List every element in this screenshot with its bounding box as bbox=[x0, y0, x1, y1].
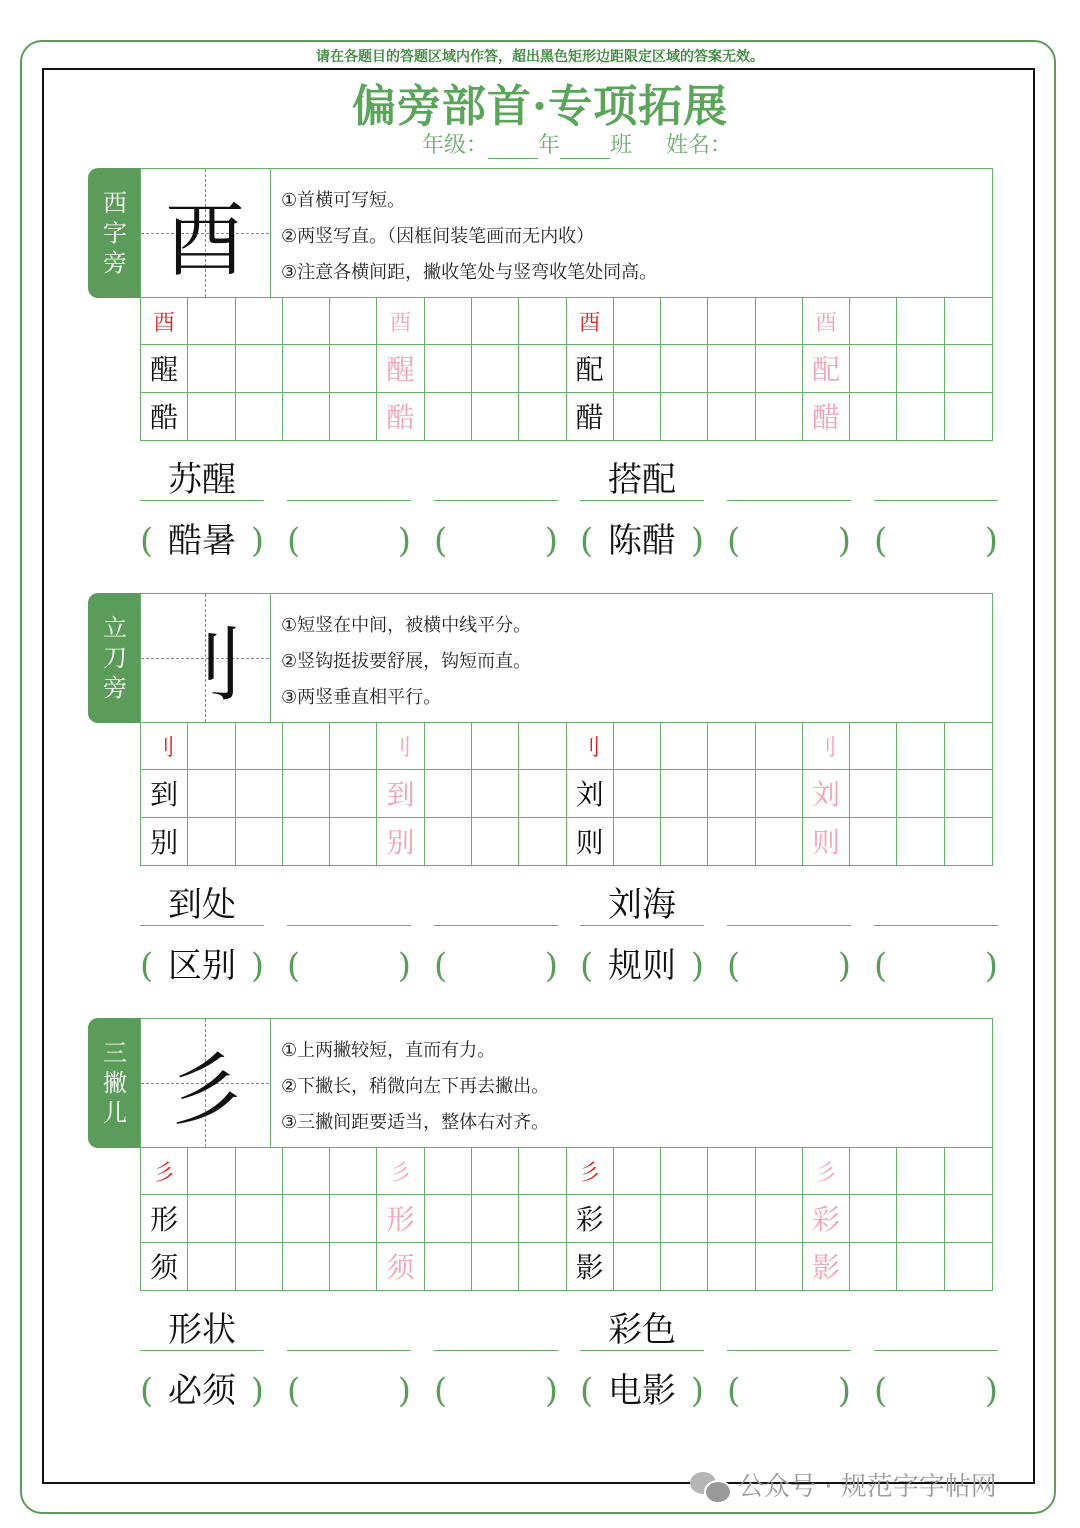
practice-cell[interactable] bbox=[708, 1243, 755, 1290]
example-paren-word: 电影 bbox=[608, 1371, 676, 1411]
practice-cell[interactable] bbox=[708, 345, 755, 392]
practice-cell[interactable] bbox=[661, 770, 708, 817]
practice-cell[interactable] bbox=[614, 298, 661, 345]
model-radical-cell bbox=[141, 594, 271, 722]
left-paren: ( bbox=[874, 946, 888, 986]
grade-line bbox=[422, 128, 732, 159]
radical-name-char: 字 bbox=[103, 219, 127, 247]
model-char-cell[interactable]: 则 bbox=[567, 818, 614, 865]
left-paren: ( bbox=[727, 946, 741, 986]
radical-name-tab bbox=[88, 1018, 142, 1148]
trace-char-cell[interactable]: 酷 bbox=[377, 393, 424, 440]
left-paren: ( bbox=[140, 946, 154, 986]
practice-cell[interactable] bbox=[708, 393, 755, 440]
practice-cell[interactable] bbox=[472, 1243, 519, 1290]
paren-answer-box[interactable] bbox=[287, 518, 411, 564]
paren-answer-box bbox=[580, 1368, 704, 1414]
right-paren: ) bbox=[690, 1371, 704, 1411]
answer-area-notice: 请在各题目的答题区域内作答，超出黑色矩形边距限定区域的答案无效。 bbox=[316, 49, 764, 65]
practice-cell[interactable] bbox=[708, 818, 755, 865]
trace-char-cell[interactable]: 醋 bbox=[803, 393, 850, 440]
writing-tips bbox=[281, 1033, 549, 1141]
grade-label: 年级： bbox=[422, 133, 489, 158]
paren-answer-box bbox=[140, 943, 264, 989]
trace-char-cell[interactable]: 别 bbox=[377, 818, 424, 865]
radical-name-tab bbox=[88, 593, 142, 723]
practice-cell[interactable] bbox=[519, 723, 566, 770]
practice-cell[interactable] bbox=[614, 1195, 661, 1242]
practice-cell[interactable] bbox=[708, 298, 755, 345]
practice-cell[interactable] bbox=[425, 1243, 472, 1290]
left-paren: ( bbox=[874, 1371, 888, 1411]
practice-cell[interactable] bbox=[188, 345, 235, 392]
left-paren: ( bbox=[434, 1371, 448, 1411]
practice-cell[interactable] bbox=[330, 723, 377, 770]
writing-tip: ①首横可写短。 bbox=[281, 190, 406, 211]
practice-cell[interactable] bbox=[756, 723, 803, 770]
practice-cell[interactable] bbox=[945, 1148, 992, 1195]
radical-header-box bbox=[140, 168, 993, 298]
practice-section bbox=[0, 593, 1080, 1018]
practice-cell[interactable] bbox=[850, 345, 897, 392]
right-paren: ) bbox=[984, 521, 998, 561]
model-radical-cell bbox=[141, 169, 271, 297]
left-paren: ( bbox=[580, 1371, 594, 1411]
writing-tip: ②两竖写直。（因框间装笔画而无内收） bbox=[281, 226, 595, 247]
word-answer-blank[interactable] bbox=[727, 1310, 851, 1351]
practice-cell[interactable] bbox=[283, 1243, 330, 1290]
example-paren-word: 陈醋 bbox=[608, 521, 676, 561]
paren-answer-box[interactable] bbox=[874, 943, 998, 989]
practice-cell[interactable] bbox=[945, 723, 992, 770]
model-char-cell[interactable]: 形 bbox=[141, 1195, 188, 1242]
model-char-cell[interactable]: 彡 bbox=[141, 1148, 188, 1195]
word-answer-blank[interactable] bbox=[874, 1310, 998, 1351]
right-paren: ) bbox=[984, 946, 998, 986]
trace-char-cell[interactable]: 酉 bbox=[377, 298, 424, 345]
practice-cell[interactable] bbox=[850, 1148, 897, 1195]
practice-cell[interactable] bbox=[283, 770, 330, 817]
practice-cell[interactable] bbox=[945, 818, 992, 865]
right-paren: ) bbox=[544, 521, 558, 561]
model-char-cell[interactable]: 酷 bbox=[141, 393, 188, 440]
trace-char-cell[interactable]: 彡 bbox=[377, 1148, 424, 1195]
practice-cell[interactable] bbox=[897, 393, 944, 440]
practice-cell[interactable] bbox=[236, 298, 283, 345]
radical-name-tab bbox=[88, 168, 142, 298]
trace-char-cell[interactable]: 则 bbox=[803, 818, 850, 865]
practice-grid bbox=[140, 1148, 993, 1291]
practice-cell[interactable] bbox=[519, 345, 566, 392]
practice-cell[interactable] bbox=[472, 723, 519, 770]
paren-answer-box bbox=[140, 518, 264, 564]
practice-grid bbox=[140, 298, 993, 441]
word-answer-blank[interactable] bbox=[727, 885, 851, 926]
practice-cell[interactable] bbox=[188, 393, 235, 440]
practice-cell[interactable] bbox=[425, 345, 472, 392]
practice-cell[interactable] bbox=[425, 1195, 472, 1242]
trace-char-cell[interactable]: 影 bbox=[803, 1243, 850, 1290]
practice-cell[interactable] bbox=[283, 818, 330, 865]
writing-tip: ③注意各横间距，撇收笔处与竖弯收笔处同高。 bbox=[281, 262, 658, 283]
practice-cell[interactable] bbox=[236, 1195, 283, 1242]
left-paren: ( bbox=[140, 1371, 154, 1411]
left-paren: ( bbox=[287, 521, 301, 561]
right-paren: ) bbox=[837, 521, 851, 561]
practice-cell[interactable] bbox=[188, 723, 235, 770]
paren-answer-box[interactable] bbox=[874, 1368, 998, 1414]
practice-cell[interactable] bbox=[519, 770, 566, 817]
paren-answer-box bbox=[580, 518, 704, 564]
practice-cell[interactable] bbox=[283, 345, 330, 392]
model-char-cell[interactable]: 影 bbox=[567, 1243, 614, 1290]
paren-answer-box[interactable] bbox=[287, 1368, 411, 1414]
practice-cell[interactable] bbox=[756, 393, 803, 440]
practice-cell[interactable] bbox=[519, 1243, 566, 1290]
practice-cell[interactable] bbox=[661, 723, 708, 770]
left-paren: ( bbox=[287, 946, 301, 986]
model-char-cell[interactable]: 刂 bbox=[567, 723, 614, 770]
practice-cell[interactable] bbox=[425, 298, 472, 345]
practice-section bbox=[0, 1018, 1080, 1443]
right-paren: ) bbox=[397, 1371, 411, 1411]
practice-cell[interactable] bbox=[945, 345, 992, 392]
practice-cell[interactable] bbox=[897, 770, 944, 817]
watermark-text: 公众号 · 规范字字帖网 bbox=[738, 1472, 997, 1502]
left-paren: ( bbox=[727, 1371, 741, 1411]
practice-cell[interactable] bbox=[945, 770, 992, 817]
example-word: 刘海 bbox=[580, 885, 704, 926]
practice-cell[interactable] bbox=[236, 818, 283, 865]
practice-cell[interactable] bbox=[614, 393, 661, 440]
left-paren: ( bbox=[434, 946, 448, 986]
right-paren: ) bbox=[837, 1371, 851, 1411]
right-paren: ) bbox=[250, 521, 264, 561]
right-paren: ) bbox=[690, 946, 704, 986]
practice-cell[interactable] bbox=[661, 1195, 708, 1242]
example-word: 到处 bbox=[140, 885, 264, 926]
trace-char-cell[interactable]: 彡 bbox=[803, 1148, 850, 1195]
model-char-cell[interactable]: 彡 bbox=[567, 1148, 614, 1195]
practice-cell[interactable] bbox=[519, 298, 566, 345]
word-answer-blank[interactable] bbox=[287, 460, 411, 501]
practice-cell[interactable] bbox=[614, 818, 661, 865]
trace-char-cell[interactable]: 配 bbox=[803, 345, 850, 392]
example-paren-word: 区别 bbox=[168, 946, 236, 986]
practice-cell[interactable] bbox=[472, 1148, 519, 1195]
radical-name-char: 三 bbox=[103, 1039, 127, 1067]
word-answer-blank[interactable] bbox=[727, 460, 851, 501]
class-label: 班 bbox=[610, 133, 633, 158]
practice-cell[interactable] bbox=[188, 1243, 235, 1290]
practice-cell[interactable] bbox=[188, 298, 235, 345]
grade-class-blank[interactable] bbox=[560, 140, 610, 159]
practice-cell[interactable] bbox=[756, 770, 803, 817]
paren-answer-box[interactable] bbox=[434, 1368, 558, 1414]
model-char-cell[interactable]: 刂 bbox=[141, 723, 188, 770]
model-char-cell[interactable]: 须 bbox=[141, 1243, 188, 1290]
model-char-cell[interactable]: 酉 bbox=[567, 298, 614, 345]
word-answer-blank[interactable] bbox=[287, 885, 411, 926]
practice-cell[interactable] bbox=[519, 1195, 566, 1242]
writing-tip: ①上两撇较短，直而有力。 bbox=[281, 1040, 496, 1061]
practice-cell[interactable] bbox=[283, 298, 330, 345]
practice-cell[interactable] bbox=[425, 1148, 472, 1195]
model-radical-cell bbox=[141, 1019, 271, 1147]
practice-cell[interactable] bbox=[897, 1243, 944, 1290]
practice-cell[interactable] bbox=[614, 1243, 661, 1290]
practice-cell[interactable] bbox=[236, 770, 283, 817]
paren-answer-box[interactable] bbox=[727, 1368, 851, 1414]
trace-char-cell[interactable]: 彩 bbox=[803, 1195, 850, 1242]
practice-cell[interactable] bbox=[236, 1148, 283, 1195]
example-word: 搭配 bbox=[580, 460, 704, 501]
practice-cell[interactable] bbox=[425, 723, 472, 770]
practice-cell[interactable] bbox=[519, 1148, 566, 1195]
practice-cell[interactable] bbox=[756, 1195, 803, 1242]
practice-cell[interactable] bbox=[708, 723, 755, 770]
practice-cell[interactable] bbox=[897, 298, 944, 345]
practice-cell[interactable] bbox=[897, 818, 944, 865]
practice-cell[interactable] bbox=[850, 393, 897, 440]
paren-answer-box[interactable] bbox=[874, 518, 998, 564]
practice-cell[interactable] bbox=[756, 818, 803, 865]
watermark bbox=[690, 1466, 997, 1503]
practice-cell[interactable] bbox=[236, 393, 283, 440]
model-radical: 刂 bbox=[165, 618, 245, 712]
practice-cell[interactable] bbox=[472, 818, 519, 865]
practice-cell[interactable] bbox=[283, 1148, 330, 1195]
practice-cell[interactable] bbox=[472, 393, 519, 440]
practice-cell[interactable] bbox=[614, 770, 661, 817]
trace-char-cell[interactable]: 到 bbox=[377, 770, 424, 817]
example-word: 形状 bbox=[140, 1310, 264, 1351]
paren-answer-box[interactable] bbox=[727, 943, 851, 989]
right-paren: ) bbox=[250, 946, 264, 986]
writing-tip: ①短竖在中间，被横中线平分。 bbox=[281, 615, 532, 636]
practice-cell[interactable] bbox=[661, 818, 708, 865]
practice-cell[interactable] bbox=[756, 298, 803, 345]
practice-cell[interactable] bbox=[756, 1243, 803, 1290]
practice-cell[interactable] bbox=[897, 1195, 944, 1242]
radical-name-char: 旁 bbox=[103, 249, 127, 277]
left-paren: ( bbox=[580, 946, 594, 986]
paren-answer-box[interactable] bbox=[287, 943, 411, 989]
paren-answer-box[interactable] bbox=[434, 943, 558, 989]
practice-cell[interactable] bbox=[472, 345, 519, 392]
practice-cell[interactable] bbox=[236, 723, 283, 770]
practice-cell[interactable] bbox=[519, 818, 566, 865]
word-answer-blank[interactable] bbox=[434, 1310, 558, 1351]
practice-cell[interactable] bbox=[188, 818, 235, 865]
practice-cell[interactable] bbox=[330, 1243, 377, 1290]
writing-tips bbox=[281, 608, 531, 716]
model-char-cell[interactable]: 刘 bbox=[567, 770, 614, 817]
model-char-cell[interactable]: 别 bbox=[141, 818, 188, 865]
practice-cell[interactable] bbox=[425, 818, 472, 865]
practice-cell[interactable] bbox=[330, 393, 377, 440]
practice-cell[interactable] bbox=[945, 1195, 992, 1242]
trace-char-cell[interactable]: 形 bbox=[377, 1195, 424, 1242]
practice-cell[interactable] bbox=[756, 1148, 803, 1195]
left-paren: ( bbox=[287, 1371, 301, 1411]
radical-header-box bbox=[140, 1018, 993, 1148]
model-char-cell[interactable]: 醒 bbox=[141, 345, 188, 392]
practice-cell[interactable] bbox=[756, 345, 803, 392]
practice-cell[interactable] bbox=[850, 1243, 897, 1290]
practice-cell[interactable] bbox=[850, 723, 897, 770]
model-char-cell[interactable]: 酉 bbox=[141, 298, 188, 345]
word-answer-blank[interactable] bbox=[874, 885, 998, 926]
practice-cell[interactable] bbox=[472, 1195, 519, 1242]
practice-cell[interactable] bbox=[661, 345, 708, 392]
trace-char-cell[interactable]: 刘 bbox=[803, 770, 850, 817]
model-char-cell[interactable]: 配 bbox=[567, 345, 614, 392]
example-paren-word: 酷暑 bbox=[168, 521, 236, 561]
right-paren: ) bbox=[837, 946, 851, 986]
practice-cell[interactable] bbox=[236, 345, 283, 392]
example-word: 彩色 bbox=[580, 1310, 704, 1351]
paren-answer-box bbox=[140, 1368, 264, 1414]
practice-cell[interactable] bbox=[897, 723, 944, 770]
practice-cell[interactable] bbox=[425, 393, 472, 440]
radical-name-char: 西 bbox=[103, 189, 127, 217]
page-title: 偏旁部首·专项拓展 bbox=[351, 81, 729, 132]
left-paren: ( bbox=[727, 521, 741, 561]
model-char-cell[interactable]: 醋 bbox=[567, 393, 614, 440]
trace-char-cell[interactable]: 酉 bbox=[803, 298, 850, 345]
trace-char-cell[interactable]: 须 bbox=[377, 1243, 424, 1290]
practice-cell[interactable] bbox=[330, 298, 377, 345]
practice-grid bbox=[140, 723, 993, 866]
example-paren-word: 规则 bbox=[608, 946, 676, 986]
right-paren: ) bbox=[544, 1371, 558, 1411]
right-paren: ) bbox=[690, 521, 704, 561]
year-label: 年 bbox=[538, 133, 561, 158]
trace-char-cell[interactable]: 醒 bbox=[377, 345, 424, 392]
model-char-cell[interactable]: 彩 bbox=[567, 1195, 614, 1242]
word-answer-blank[interactable] bbox=[434, 885, 558, 926]
word-answer-blank[interactable] bbox=[434, 460, 558, 501]
left-paren: ( bbox=[140, 521, 154, 561]
practice-cell[interactable] bbox=[850, 1195, 897, 1242]
radical-header-box bbox=[140, 593, 993, 723]
practice-cell[interactable] bbox=[614, 723, 661, 770]
practice-cell[interactable] bbox=[188, 1195, 235, 1242]
writing-tip: ②下撇长，稍微向左下再去撇出。 bbox=[281, 1076, 550, 1097]
practice-cell[interactable] bbox=[330, 1195, 377, 1242]
word-answer-blank[interactable] bbox=[874, 460, 998, 501]
right-paren: ) bbox=[984, 1371, 998, 1411]
practice-cell[interactable] bbox=[283, 1195, 330, 1242]
practice-cell[interactable] bbox=[850, 298, 897, 345]
wechat-icon bbox=[690, 1470, 730, 1500]
paren-answer-box[interactable] bbox=[434, 518, 558, 564]
practice-cell[interactable] bbox=[945, 393, 992, 440]
writing-tips bbox=[281, 183, 657, 291]
practice-cell[interactable] bbox=[661, 1243, 708, 1290]
model-char-cell[interactable]: 到 bbox=[141, 770, 188, 817]
practice-cell[interactable] bbox=[283, 393, 330, 440]
practice-cell[interactable] bbox=[188, 1148, 235, 1195]
practice-cell[interactable] bbox=[708, 770, 755, 817]
practice-cell[interactable] bbox=[614, 1148, 661, 1195]
radical-name-char: 立 bbox=[103, 614, 127, 642]
practice-cell[interactable] bbox=[330, 345, 377, 392]
practice-section bbox=[0, 168, 1080, 593]
left-paren: ( bbox=[874, 521, 888, 561]
right-paren: ) bbox=[250, 1371, 264, 1411]
radical-name-char: 撇 bbox=[103, 1069, 127, 1097]
right-paren: ) bbox=[544, 946, 558, 986]
grade-year-blank[interactable] bbox=[488, 140, 538, 159]
model-radical: 彡 bbox=[165, 1043, 245, 1137]
practice-cell[interactable] bbox=[661, 298, 708, 345]
radical-name-char: 旁 bbox=[103, 674, 127, 702]
writing-tip: ②竖钩挺拔要舒展，钩短而直。 bbox=[281, 651, 532, 672]
word-answer-blank[interactable] bbox=[287, 1310, 411, 1351]
model-radical: 酉 bbox=[165, 193, 245, 287]
practice-cell[interactable] bbox=[472, 298, 519, 345]
example-word: 苏醒 bbox=[140, 460, 264, 501]
trace-char-cell[interactable]: 刂 bbox=[377, 723, 424, 770]
example-paren-word: 必须 bbox=[168, 1371, 236, 1411]
left-paren: ( bbox=[580, 521, 594, 561]
practice-cell[interactable] bbox=[283, 723, 330, 770]
left-paren: ( bbox=[434, 521, 448, 561]
practice-cell[interactable] bbox=[330, 1148, 377, 1195]
writing-tip: ③三撇间距要适当，整体右对齐。 bbox=[281, 1112, 550, 1133]
practice-cell[interactable] bbox=[661, 393, 708, 440]
radical-name-char: 儿 bbox=[103, 1099, 127, 1127]
practice-cell[interactable] bbox=[945, 1243, 992, 1290]
writing-tip: ③两竖垂直相平行。 bbox=[281, 687, 442, 708]
paren-answer-box[interactable] bbox=[727, 518, 851, 564]
practice-cell[interactable] bbox=[661, 1148, 708, 1195]
practice-cell[interactable] bbox=[850, 770, 897, 817]
right-paren: ) bbox=[397, 946, 411, 986]
radical-name-char: 刀 bbox=[103, 644, 127, 672]
practice-cell[interactable] bbox=[708, 1195, 755, 1242]
practice-cell[interactable] bbox=[708, 1148, 755, 1195]
right-paren: ) bbox=[397, 521, 411, 561]
practice-cell[interactable] bbox=[188, 770, 235, 817]
practice-cell[interactable] bbox=[519, 393, 566, 440]
practice-cell[interactable] bbox=[614, 345, 661, 392]
practice-cell[interactable] bbox=[897, 1148, 944, 1195]
practice-cell[interactable] bbox=[945, 298, 992, 345]
practice-cell[interactable] bbox=[330, 770, 377, 817]
name-label: 姓名： bbox=[666, 133, 733, 158]
practice-cell[interactable] bbox=[472, 770, 519, 817]
paren-answer-box bbox=[580, 943, 704, 989]
practice-cell[interactable] bbox=[330, 818, 377, 865]
trace-char-cell[interactable]: 刂 bbox=[803, 723, 850, 770]
practice-cell[interactable] bbox=[850, 818, 897, 865]
practice-cell[interactable] bbox=[897, 345, 944, 392]
practice-cell[interactable] bbox=[425, 770, 472, 817]
practice-cell[interactable] bbox=[236, 1243, 283, 1290]
